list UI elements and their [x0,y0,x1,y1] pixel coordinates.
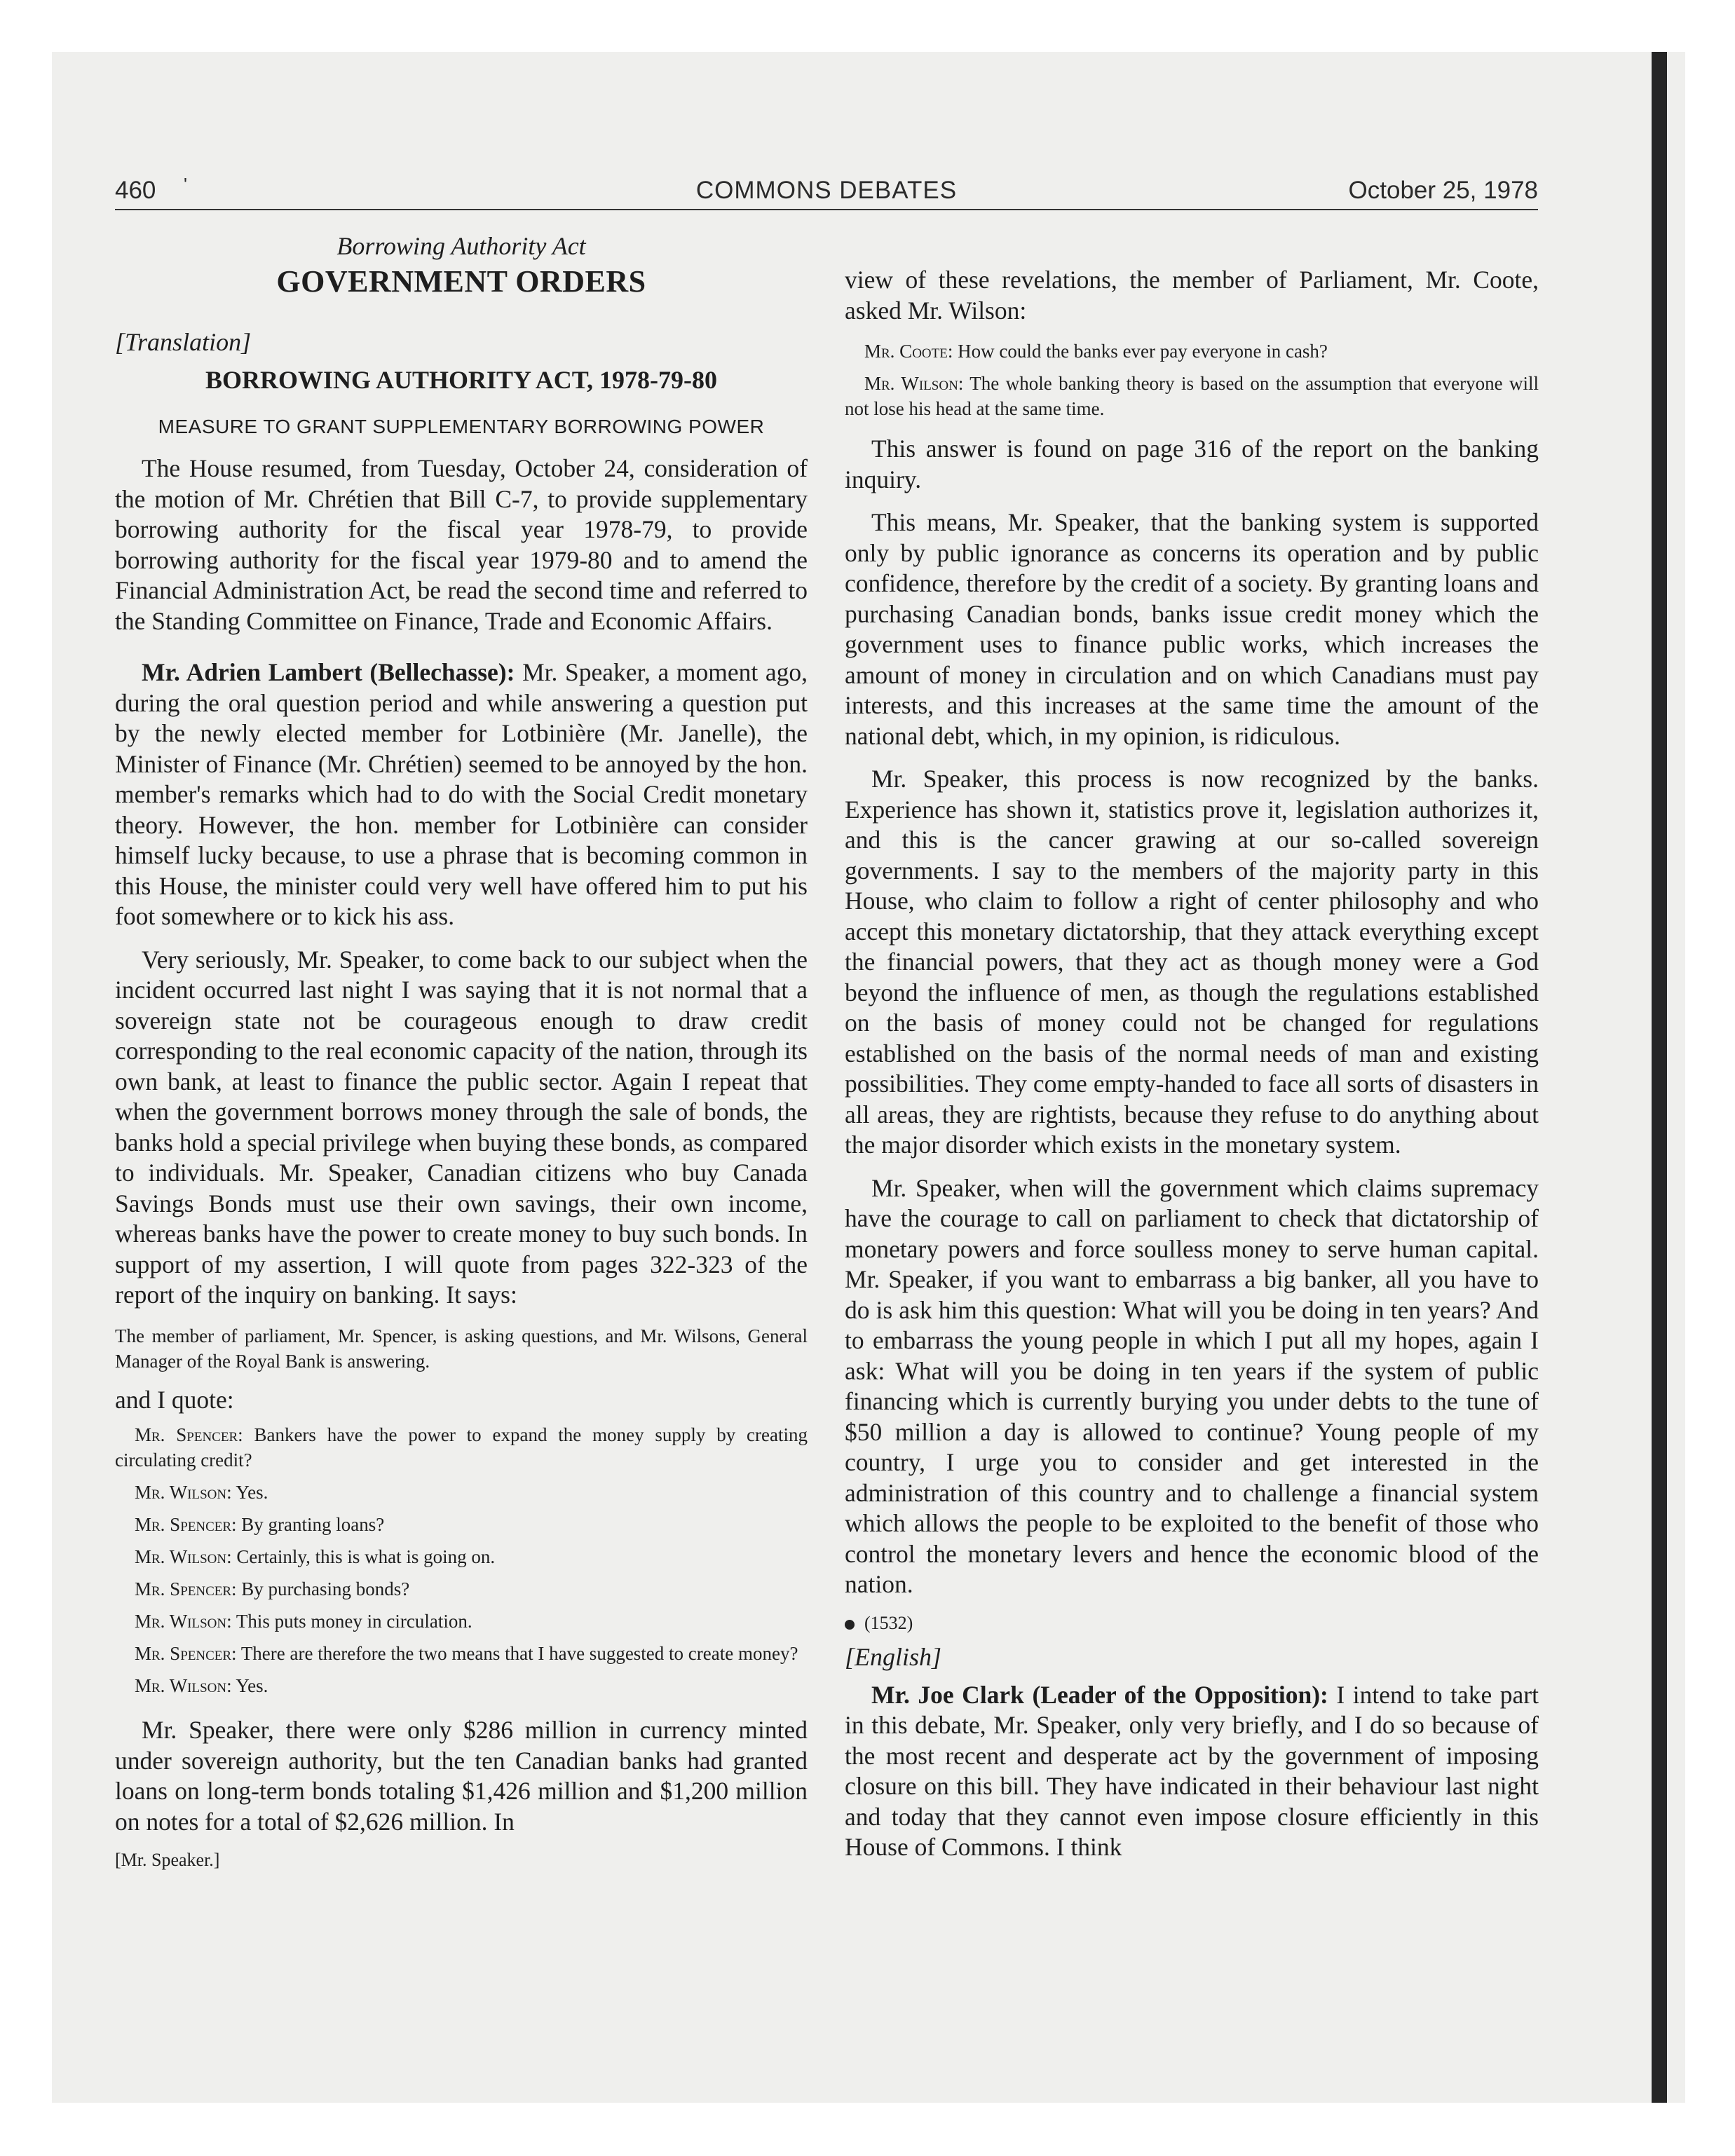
speaker-name: Mr. Joe Clark (Leader of the Opposition): [871,1680,1328,1709]
paragraph [115,657,808,932]
bill-subtitle: MEASURE TO GRANT SUPPLEMENTARY BORROWING POWER [158,416,765,437]
running-title: Borrowing Authority Act [336,232,586,260]
paragraph-text: I intend to take part in this debate, Mr. Speaker, only very briefly, and I do so because of the most recent and desperate act by the government of imposing closure on this bill. They have indicated in their behaviour last night and today that they cannot even impose closure efficiently in this House of Commons. I think [845,1680,1539,1861]
page-number: 460 [115,177,156,204]
paragraph-text: Mr. Speaker, a moment ago, during the oral question period and while answering a question put by the newly elected member for Lotbinière (Mr. Janelle), the Minister of Finance (Mr. Chrétien) seemed to be annoyed by the hon. member's remarks which had to do with the Social Credit monetary theory. However, the hon. member for Lotbinière can consider himself lucky because, to use a phrase that is becoming common in this House, the minister could very well have offered him to put his foot somewhere or to kick his ass. [115,658,808,930]
dialogue-text: Bankers have the power to expand the money supply by creating circulating credit? [115,1424,808,1471]
dialogue-speaker: Mr. Wilson: [135,1546,232,1567]
dialogue-speaker: Mr. Wilson: [135,1482,232,1503]
dialogue-line [115,1641,808,1666]
page-header [115,174,1538,210]
continuation-tag: [Mr. Speaker.] [115,1850,220,1870]
page-date: October 25, 1978 [1348,177,1538,204]
dialogue-speaker: Mr. Wilson: [864,373,964,394]
right-column [845,231,1539,1876]
dialogue-text: Yes. [236,1675,268,1696]
paragraph: view of these revelations, the member of Parliament, Mr. Coote, asked Mr. Wilson: [845,266,1539,325]
dialogue-text: By granting loans? [241,1514,385,1535]
paragraph: Very seriously, Mr. Speaker, to come back to our subject when the incident occurred last night I was saying that it is not normal that a sovereign state not be courageous enough to draw credit corresponding to the real economic capacity of the nation, through its own bank, at least to finance the public sector. Again I repeat that when the government borrows money through the sale of bonds, the banks hold a special privilege when buying these bonds, as compared to individuals. Mr. Speaker, Canadian citizens who buy Canada Savings Bonds must use their own savings, their own income, whereas banks have the power to create money to buy such bonds. In support of my assertion, I will quote from pages 322-323 of the report of the inquiry on banking. It says: [115,945,808,1309]
dialogue-line [845,339,1539,364]
dialogue-line [115,1512,808,1537]
paragraph: The House resumed, from Tuesday, October 24, consideration of the motion of Mr. Chrétien that Bill C-7, to provide supplementary borrowing authority for the fiscal year 1978-79, to provide borrowing authority for the fiscal year 1979-80 and to amend the Financial Administration Act, be read the second time and referred to the Standing Committee on Finance, Trade and Economic Affairs. [115,454,808,635]
binding-edge [1652,52,1667,2103]
dialogue-text: How could the banks ever pay everyone in cash? [958,341,1328,362]
dialogue-speaker: Mr. Spencer: [135,1643,237,1664]
dialogue-line [115,1480,808,1505]
dialogue-text: The whole banking theory is based on the assumption that everyone will not lose his head at the same time. [845,373,1539,419]
dialogue-line [115,1576,808,1602]
language-tag: [English] [845,1642,942,1671]
dialogue-speaker: Mr. Coote: [864,341,953,362]
speaker-name: Mr. Adrien Lambert (Bellechasse): [142,658,515,686]
left-column [115,231,808,1871]
quote-intro: The member of parliament, Mr. Spencer, is asking questions, and Mr. Wilsons, General Manager of the Royal Bank is answering. [115,1325,808,1372]
dialogue-speaker: Mr. Wilson: [135,1675,232,1696]
paragraph: and I quote: [115,1385,234,1414]
paragraph: This answer is found on page 316 of the report on the banking inquiry. [845,435,1539,493]
dialogue-line [115,1422,808,1473]
time-marker [845,1613,1539,1634]
bullet-icon [845,1620,855,1630]
paragraph: Mr. Speaker, when will the government which claims supremacy have the courage to call on parliament to check that dictatorship of monetary powers and force soulless money to serve human capital. Mr. Speaker, if you want to embarrass a big banker, all you have to do is ask him this question: What will you be doing in ten years? And to embarrass the young people in which I put all my hopes, again I ask: What will you be doing in ten years if the system of public financing which is currently burying you under debts to the tune of $50 million a day is allowed to continue? Young people of my country, I urge you to consider and get interested in the administration of this country and to challenge a financial system which allows the people to be exploited to the benefit of those who control the monetary levers and hence the economic blood of the nation. [845,1173,1539,1598]
dialogue-text: Yes. [236,1482,268,1503]
dialogue-speaker: Mr. Spencer: [135,1514,237,1535]
journal-title: COMMONS DEBATES [695,177,958,204]
dialogue-speaker: Mr. Spencer: [135,1578,237,1599]
dialogue-text: This puts money in circulation. [236,1611,472,1632]
dialogue-text: By purchasing bonds? [241,1578,410,1599]
dialogue-line [115,1673,808,1698]
paragraph: Mr. Speaker, there were only $286 million in currency minted under sovereign authority, but the ten Canadian banks had granted loans on long-term bonds totaling $1,426 million and $1,200 million on notes for a total of $2,626 million. In [115,1716,808,1836]
dialogue-speaker: Mr. Spencer: [135,1424,243,1445]
paragraph [845,1680,1539,1863]
dialogue-line [115,1609,808,1634]
section-title: GOVERNMENT ORDERS [276,264,646,299]
dialogue-speaker: Mr. Wilson: [135,1611,232,1632]
paragraph: This means, Mr. Speaker, that the banking system is supported only by public ignorance as concerns its operation and by public confidence, therefore by the credit of a society. By granting loans and purchasing Canadian bonds, banks issue credit money which the government uses to finance public works, which increases the amount of money in circulation and on which Canadians must pay interests, and this increases at the same time the amount of the national debt, which, in my opinion, is ridiculous. [845,508,1539,750]
language-tag: [Translation] [115,328,252,356]
time-marker-text: (1532) [864,1612,913,1633]
dialogue-line [845,371,1539,421]
dialogue [115,1422,808,1698]
paragraph: Mr. Speaker, this process is now recognized by the banks. Experience has shown it, statistics prove it, legislation authorizes it, and this is the cancer grawing at our so-called sovereign governments. I say to the members of the majority party in this House, who claim to follow a right of center philosophy and who accept this monetary dictatorship, that they attack everything except the financial powers, that they act as though money were a God beyond the influence of men, as though the regulations established on the basis of money could not be changed for regulations established on the basis of the normal needs of man and existing possibilities. They come empty-handed to face all sorts of disasters in all areas, they are rightists, because they refuse to do anything about the major disorder which exists in the monetary system. [845,765,1539,1159]
bill-title: BORROWING AUTHORITY ACT, 1978-79-80 [205,366,718,394]
dialogue-line [115,1544,808,1569]
dialogue-text: There are therefore the two means that I have suggested to create money? [240,1643,798,1664]
dialogue-text: Certainly, this is what is going on. [236,1546,496,1567]
scan-mark: ' [184,174,187,195]
